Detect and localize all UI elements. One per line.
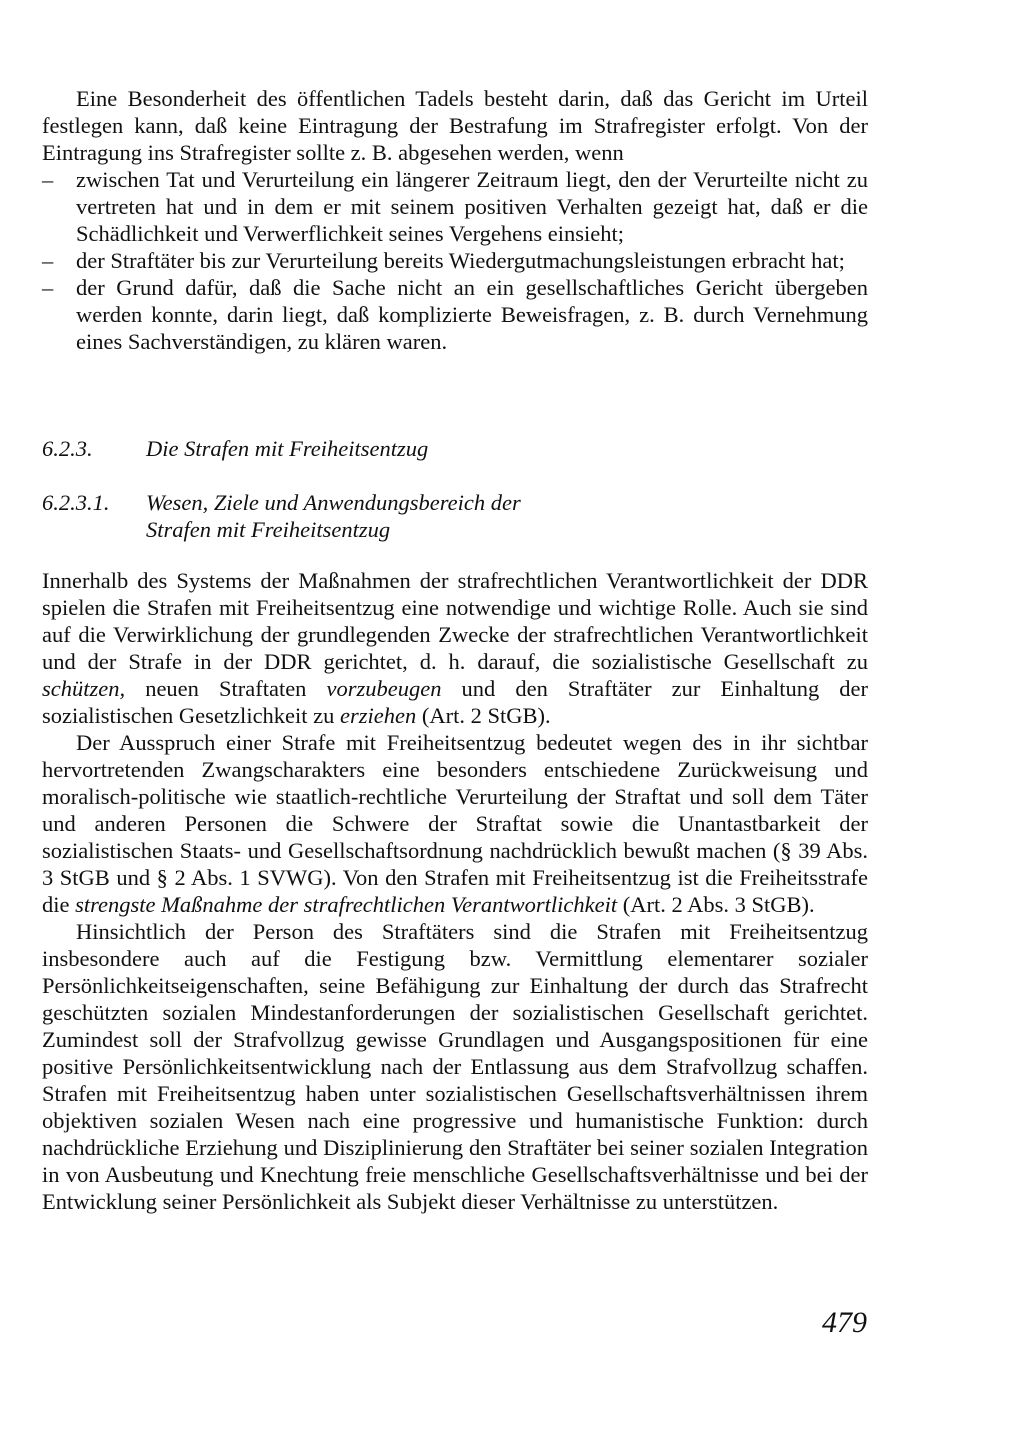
body-paragraph-3: Hinsichtlich der Person des Straftäters sind die Strafen mit Freiheitsentzug insbesondere auch auf die Festigung bzw. Vermittlung elementarer sozialer Persönlichkeitseigenschaften, seine Befähigung zur Einhaltung der durch das Strafrecht geschützten sozialen Mindestanforderungen der sozialistischen Gesellschaft gerichtet. Zumindest soll der Strafvollzug gewisse Grundlagen und Ausgangspositionen für eine positive Persönlichkeitsentwicklung nach der Entlassung aus dem Strafvollzug schaffen. Strafen mit Freiheitsentzug haben unter sozialistischen Gesellschaftsverhältnissen ihrem objektiven sozialen Wesen nach eine progressive und humanistische Funktion: durch nachdrückliche Erziehung und Disziplinierung den Straftäter bei seiner sozialen Integration in von Ausbeutung und Knechtung freie menschliche Gesellschaftsverhältnisse und bei der Entwicklung seiner Persönlichkeit als Subjekt dieser Verhältnisse zu unterstützen.	[42, 919, 868, 1214]
section-title: Wesen, Ziele und Anwendungsbereich der Strafen mit Freiheitsentzug	[146, 490, 521, 542]
list-item	[42, 274, 868, 355]
dash-marker: –	[42, 167, 54, 192]
text-run: Innerhalb des Systems der Maßnahmen der strafrechtlichen Verantwortlichkeit der DDR spielen die Strafen mit Freiheitsentzug eine notwendige und wichtige Rolle. Auch sie sind auf die Verwirklichung der grundlegenden Zwecke der strafrechtlichen Verantwortlichkeit und der Strafe in der DDR gerichtet, d. h. darauf, die sozialistische Gesellschaft zu	[42, 568, 868, 674]
list-item-text: der Straftäter bis zur Verurteilung bereits Wiedergutmachungsleistungen erbracht hat;	[76, 248, 845, 273]
section-number: 6.2.3.	[42, 436, 93, 461]
list-item	[42, 166, 868, 247]
list-item-text: zwischen Tat und Verurteilung ein längerer Zeitraum liegt, den der Verurteilte nicht zu vertreten hat und in dem er mit seinem positiven Verhalten gezeigt hat, daß er die Schädlichkeit und Verwerflichkeit seines Vergehens einsieht;	[76, 167, 868, 246]
list-item	[42, 247, 868, 274]
section-heading-6-2-3	[42, 435, 566, 462]
condition-list	[42, 166, 868, 355]
text-run: (Art. 2 StGB).	[416, 703, 551, 728]
text-run: (Art. 2 Abs. 3 StGB).	[617, 892, 815, 917]
intro-paragraph: Eine Besonderheit des öffentlichen Tadels besteht darin, daß das Gericht im Urteil festlegen kann, daß keine Eintragung der Bestrafung im Strafregister erfolgt. Von der Eintragung ins Strafregister sollte z. B. abgesehen werden, wenn	[42, 86, 868, 165]
body-paragraph-1	[42, 567, 868, 729]
section-title: Die Strafen mit Freiheitsentzug	[146, 436, 429, 461]
intro-section	[42, 85, 868, 355]
main-body	[42, 567, 868, 1215]
dash-marker: –	[42, 275, 54, 300]
text-run: und den Straftäter zur Einhaltung der sozialistischen Gesetzlichkeit zu	[42, 676, 868, 728]
text-run: Der Ausspruch einer Strafe mit Freiheitsentzug bedeutet wegen des in ihr sichtbar hervortretenden Zwangscharakters eine besonders entschiedene Zurückweisung und moralisch-politische wie staatlich-rechtliche Verurteilung der Straftat und soll dem Täter und anderen Personen die Schwere der Straftat sowie die Unantastbarkeit der sozialistischen Staats- und Gesellschaftsordnung nachdrücklich bewußt machen (§ 39 Abs. 3 StGB und § 2 Abs. 1 SVWG). Von den Strafen mit Freiheitsentzug ist die Freiheitsstrafe die	[42, 730, 868, 917]
emphasis: erziehen	[340, 703, 417, 728]
emphasis: vorzubeugen	[326, 676, 442, 701]
text-run: neuen Straftaten	[125, 676, 327, 701]
section-number: 6.2.3.1.	[42, 490, 110, 515]
emphasis: strengste Maßnahme der strafrechtlichen Verantwortlichkeit	[75, 892, 618, 917]
page-number: 479	[822, 1306, 867, 1339]
section-heading-6-2-3-1	[42, 489, 566, 543]
list-item-text: der Grund dafür, daß die Sache nicht an ein gesellschaftliches Gericht übergeben werden konnte, darin liegt, daß komplizierte Beweisfragen, z. B. durch Vernehmung eines Sachverständigen, zu klären waren.	[76, 275, 868, 354]
emphasis: schützen,	[42, 676, 126, 701]
dash-marker: –	[42, 248, 54, 273]
body-paragraph-2	[42, 729, 868, 918]
